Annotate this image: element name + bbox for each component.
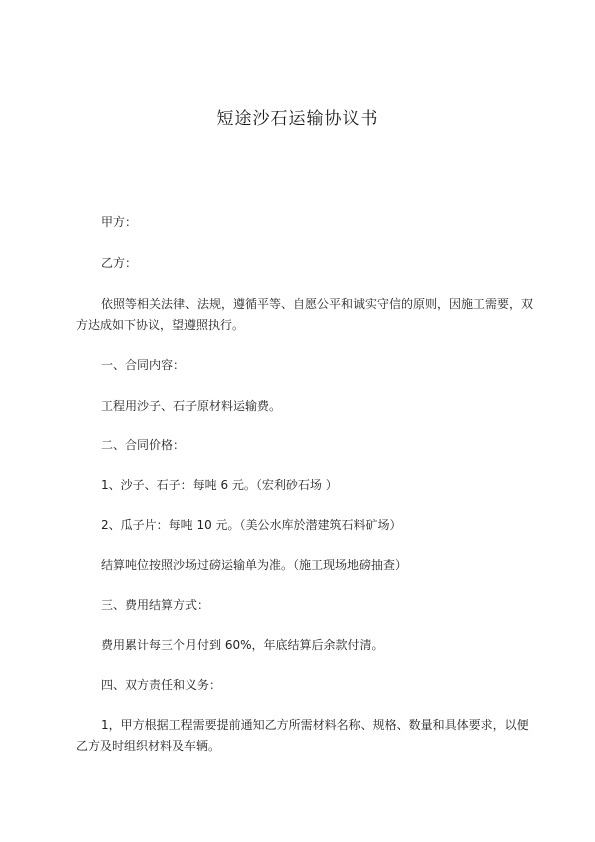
- responsibility-item-1: 1，甲方根据工程需要提前通知乙方所需材料名称、规格、数量和具体要求，以便乙方及时组织材料及车辆。: [76, 718, 529, 753]
- section-heading-responsibilities: 四、双方责任和义务：: [101, 678, 222, 692]
- party-a-line: 甲方：: [101, 215, 138, 229]
- price-item-melon-seed-chips: 2、瓜子片：每吨 10 元。（美公水库於潜建筑石料矿场）: [101, 518, 402, 532]
- document-title: 短途沙石运输协议书: [216, 109, 379, 129]
- settlement-method-paragraph: 费用累计每三个月付到 60%，年底结算后余款付清。: [101, 638, 384, 652]
- contract-content-paragraph: 工程用沙子、石子原材料运输费。: [101, 399, 282, 413]
- party-b-line: 乙方：: [101, 256, 138, 270]
- preamble-paragraph: 依照等相关法律、法规，遵循平等、自愿公平和诚实守信的原则，因施工需要，双方达成如下协议，望遵照执行。: [76, 297, 534, 332]
- section-heading-settlement-method: 三、费用结算方式：: [101, 598, 210, 612]
- section-heading-contract-price: 二、合同价格：: [101, 438, 186, 452]
- section-heading-contract-content: 一、合同内容：: [101, 358, 186, 372]
- settlement-tonnage-paragraph: 结算吨位按照沙场过磅运输单为准。（施工现场地磅抽查）: [101, 558, 408, 572]
- price-item-sand-stone: 1、沙子、石子：每吨 6 元。（宏利砂石场 ）: [101, 478, 338, 492]
